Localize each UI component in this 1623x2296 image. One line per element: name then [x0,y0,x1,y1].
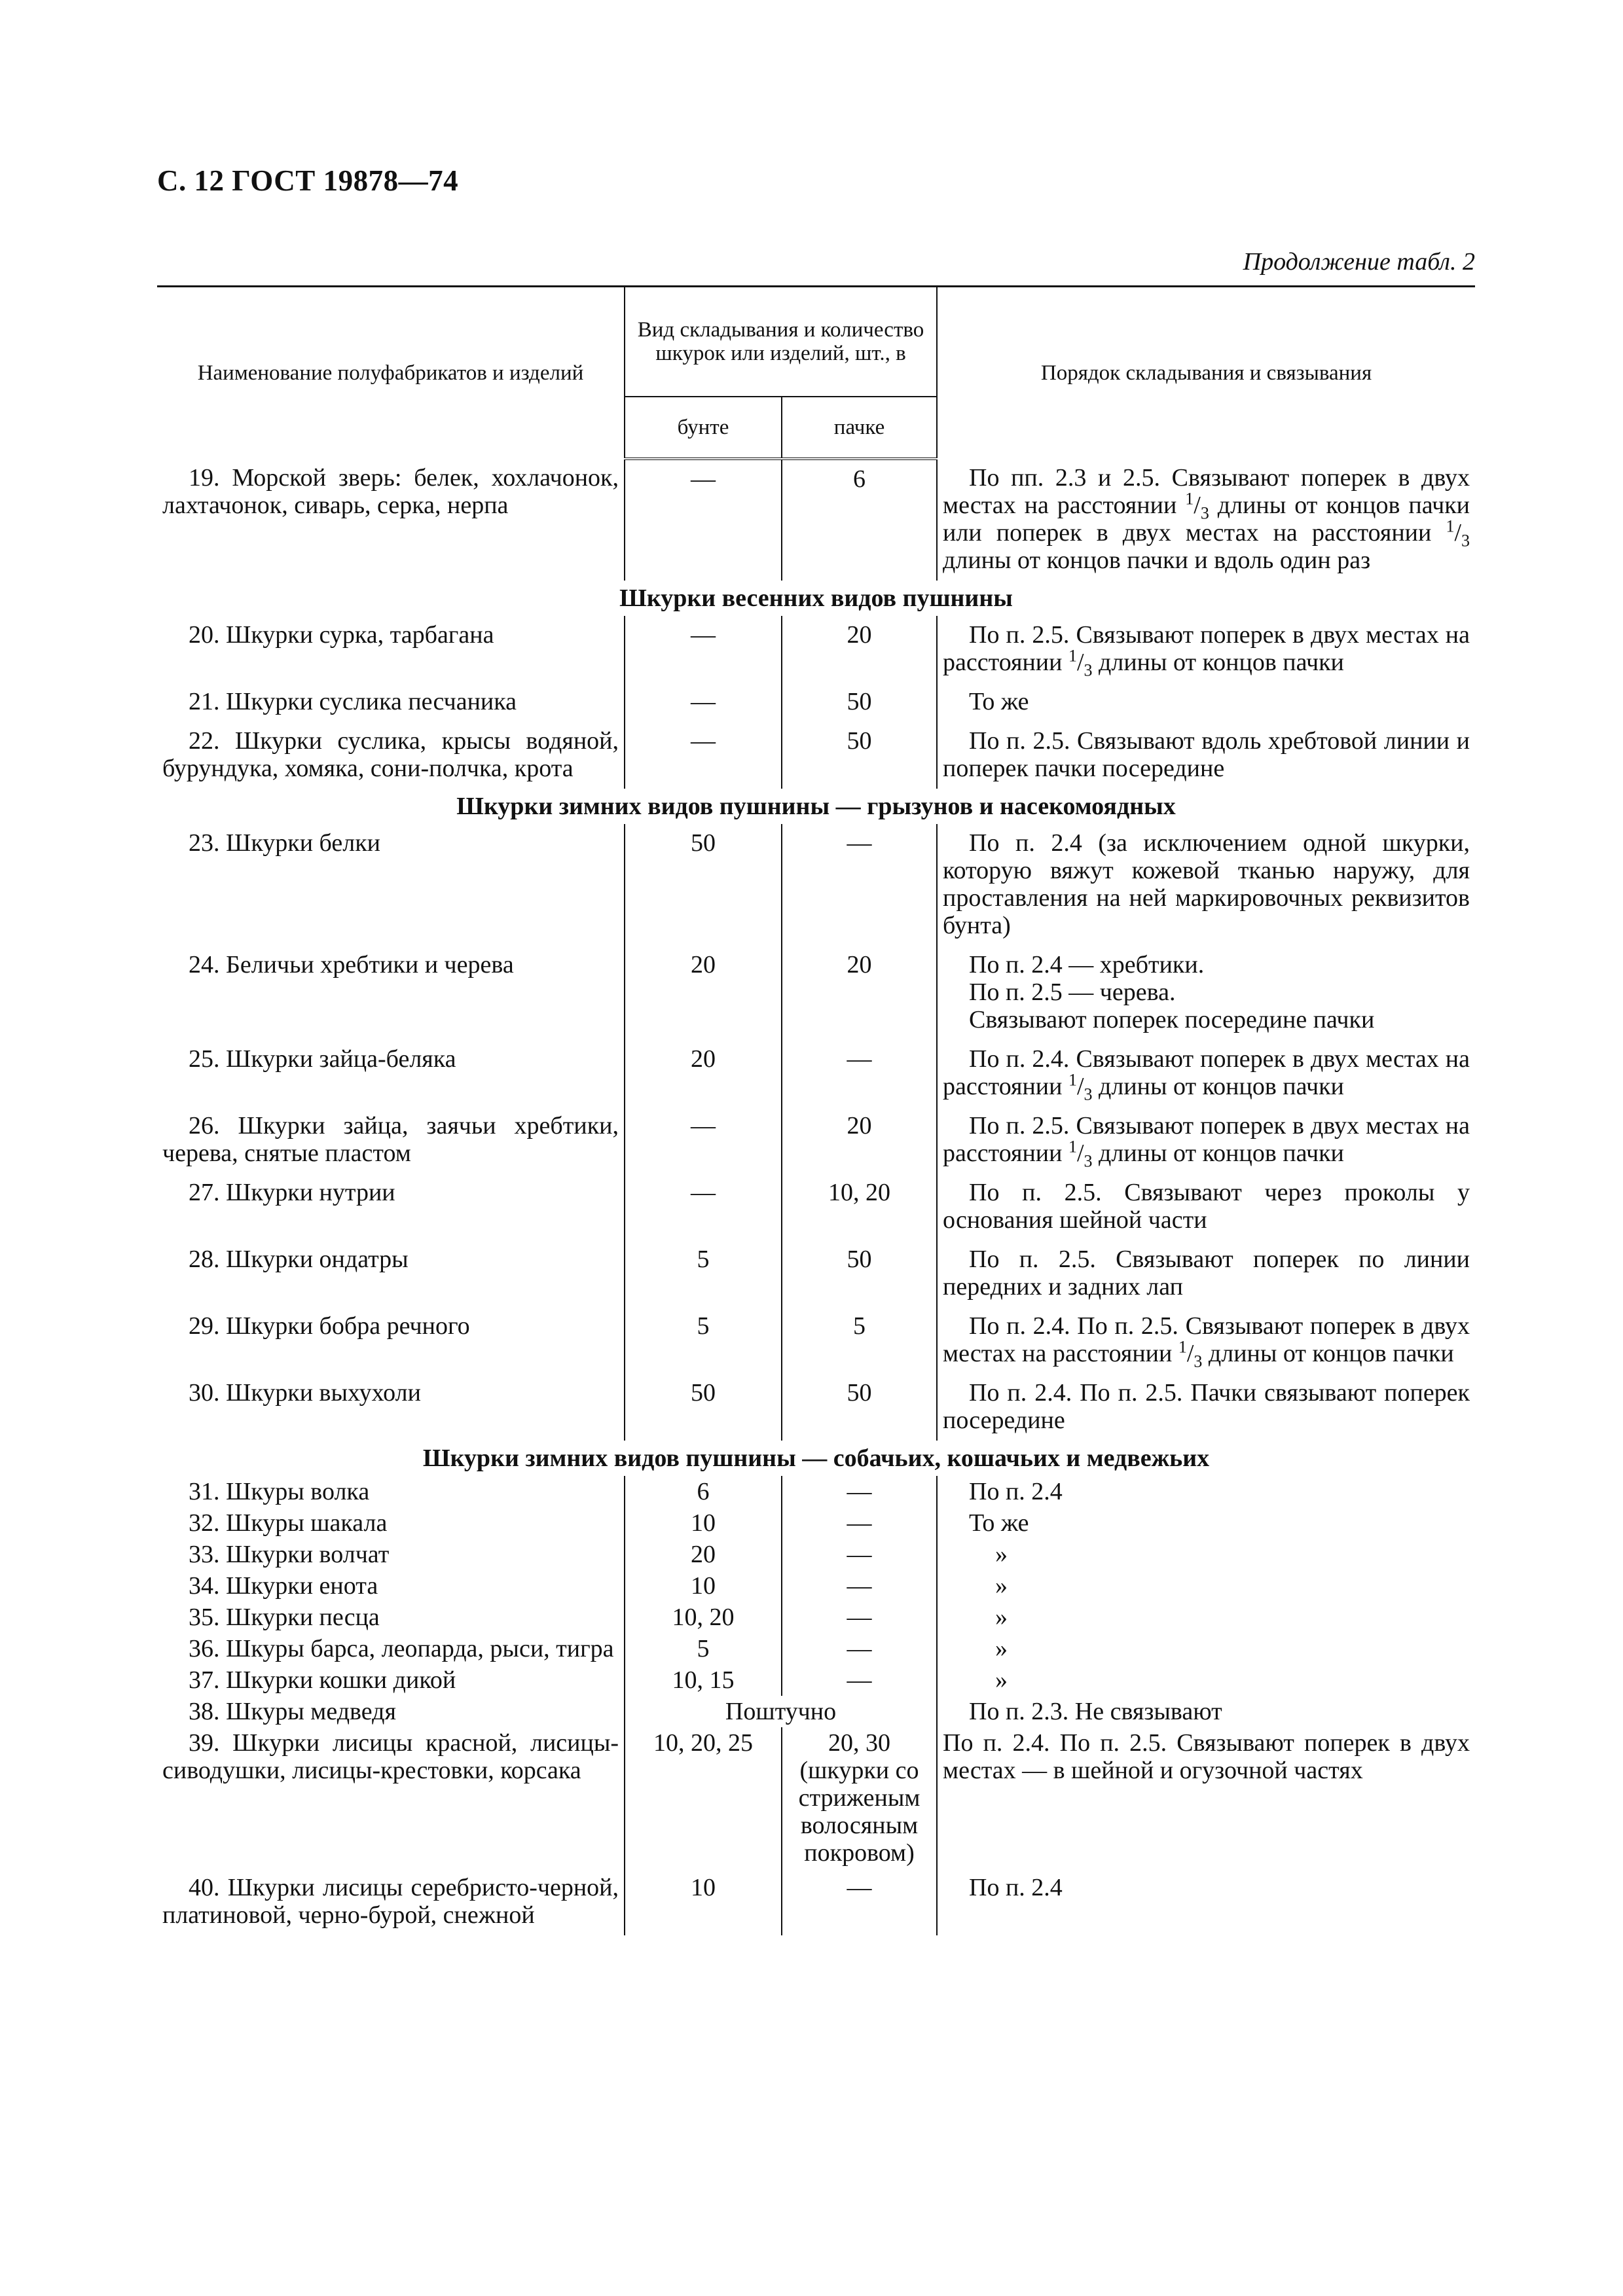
table-row: 39. Шкурки лисицы красной, лисицы-сиводушки, лисицы-крестовки, корсака 10, 20, 25 20, 30 (шкурки со стриженым волосяным покровом) По п. 2.4. По п. 2.5. Связывают поперек в двух местах — в шейной и огузочной частях [157,1727,1475,1869]
column-header-bunt: бунте [625,397,782,459]
table-row: 29. Шкурки бобра речного 5 5 По п. 2.4. По п. 2.5. Связывают поперек в двух местах на расстоянии $^1/_3$ длины от концов пачки [157,1307,1475,1374]
page-title: С. 12 ГОСТ 19878—74 [157,164,459,197]
column-header-name: Наименование полуфабрикатов и изделий [157,287,625,459]
table-row: 25. Шкурки зайца-беляка 20 — По п. 2.4. Связывают поперек в двух местах на расстоянии $^1/_3$ длины от концов пачки [157,1040,1475,1107]
table-row: 20. Шкурки сурка, тарбагана — 20 По п. 2.5. Связывают поперек в двух местах на расстоянии $^1/_3$ длины от концов пачки [157,616,1475,683]
table-row: 23. Шкурки белки 50 — По п. 2.4 (за исключением одной шкурки, которую вяжут кожевой тканью наружу, для проставления на ней маркировочных реквизитов бунта) [157,824,1475,946]
column-header-pack: пачке [782,397,937,459]
table-row: 32. Шкуры шакала 10 — То же [157,1507,1475,1539]
table-row: 27. Шкурки нутрии — 10, 20 По п. 2.5. Связывают через проколы у основания шейной части [157,1174,1475,1240]
table-2-continuation [157,285,1475,1935]
table-row: 35. Шкурки песца 10, 20 — » [157,1602,1475,1633]
table-row: 36. Шкуры барса, леопарда, рыси, тигра 5 — » [157,1633,1475,1664]
table-row: 31. Шкуры волка 6 — По п. 2.4 [157,1476,1475,1507]
column-header-order: Порядок складывания и связывания [937,287,1475,459]
table-row: 19. Морской зверь: белек, хохлачонок, лахтачонок, сиварь, серка, нерпа — 6 По пп. 2.3 и 2.5. Связывают поперек в двух местах на расстоянии $^1/_3$ длины от концов пачки или поперек в двух местах на расстоянии $^1/_3$ длины от концов пачки и вдоль один раз [157,459,1475,581]
table-row: 26. Шкурки зайца, заячьи хребтики, черева, снятые пластом — 20 По п. 2.5. Связывают поперек в двух местах на расстоянии $^1/_3$ длины от концов пачки [157,1107,1475,1174]
table-row: 22. Шкурки суслика, крысы водяной, бурундука, хомяка, сони-полчка, крота — 50 По п. 2.5. Связывают вдоль хребтовой линии и поперек пачки посередине [157,722,1475,789]
table-row: 21. Шкурки суслика песчаника — 50 То же [157,683,1475,722]
table-row: 37. Шкурки кошки дикой 10, 15 — » [157,1664,1475,1696]
table-row: 28. Шкурки ондатры 5 50 По п. 2.5. Связывают поперек по линии передних и задних лап [157,1240,1475,1307]
order-cell: По пп. 2.3 и 2.5. Связывают поперек в двух местах на расстоянии $^1/_3$ длины от концов пачки или поперек в двух местах на расстоянии $^1/_3$ длины от концов пачки и вдоль один раз [943,464,1470,574]
table-row: 38. Шкуры медведя Поштучно По п. 2.3. Не связывают [157,1696,1475,1727]
column-header-group: Вид складывания и количество шкурок или изделий, шт., в [625,287,937,397]
table-row: 30. Шкурки выхухоли 50 50 По п. 2.4. По п. 2.5. Пачки связывают поперек посередине [157,1374,1475,1441]
section-heading: Шкурки зимних видов пушнины — грызунов и насекомоядных [456,793,1176,820]
table-row: 34. Шкурки енота 10 — » [157,1570,1475,1602]
section-heading: Шкурки весенних видов пушнины [619,584,1013,612]
table-row: 40. Шкурки лисицы серебристо-черной, платиновой, черно-бурой, снежной 10 — По п. 2.4 [157,1869,1475,1935]
table-row: 33. Шкурки волчат 20 — » [157,1539,1475,1570]
table-row: 24. Беличьи хребтики и черева 20 20 По п. 2.4 — хребтики. По п. 2.5 — черева. Связывают поперек посередине пачки [157,946,1475,1040]
section-heading: Шкурки зимних видов пушнины — собачьих, кошачьих и медвежьих [422,1444,1210,1472]
table-continuation-label: Продолжение табл. 2 [1243,248,1475,276]
